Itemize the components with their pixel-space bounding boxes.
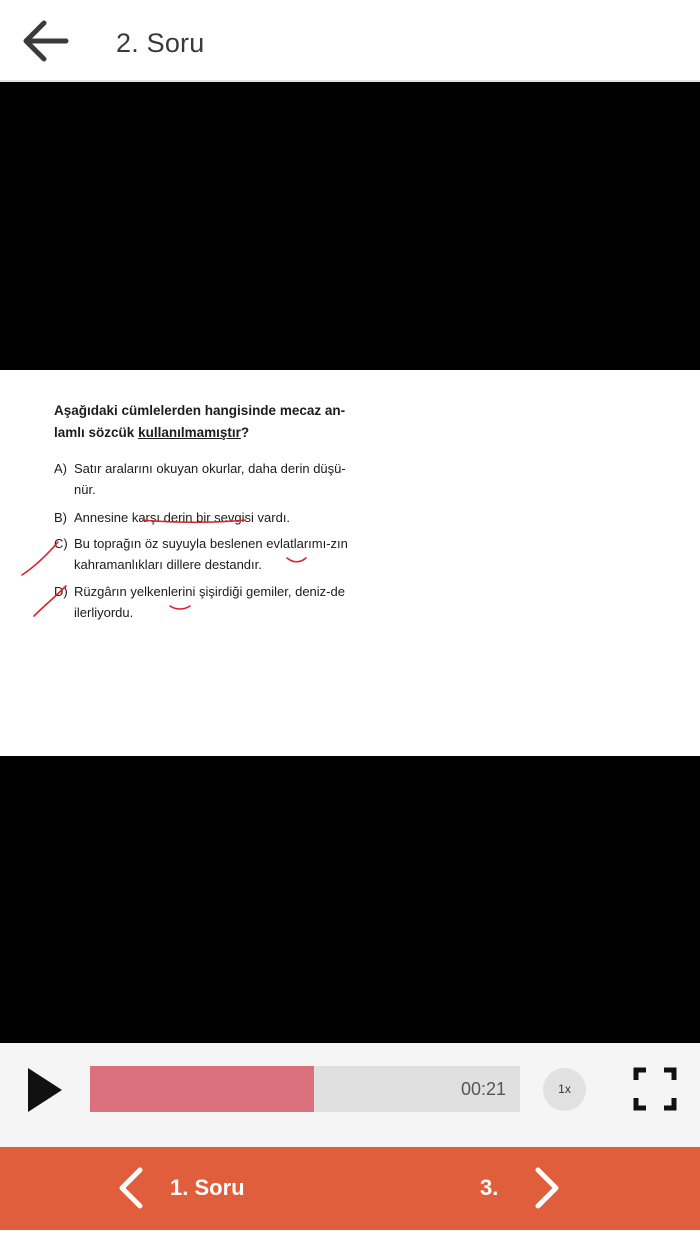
question-navigation-bar [0, 1147, 700, 1230]
option-letter: B) [54, 510, 67, 525]
option-text: Bu toprağın öz suyuyla beslenen evlatlarımı-zın kahramanlıkları dillere destandır. [74, 536, 348, 572]
time-label: 00:21 [460, 1079, 506, 1099]
option-text: Rüzgârın yelkenlerini şişirdiği gemiler, deniz-de ilerliyordu. [74, 584, 345, 620]
question-stem-text: Aşağıdaki cümlelerden hangisinde mecaz an-lamlı sözcük [54, 403, 346, 440]
video-player[interactable] [0, 82, 700, 1043]
fullscreen-button[interactable] [632, 1066, 678, 1112]
option-letter: D) [54, 584, 68, 599]
progress-fill [90, 1066, 314, 1112]
option-text: Annesine karşı derin bir sevgisi vardı. [74, 510, 291, 525]
option-b [54, 507, 359, 528]
chevron-right-icon [532, 1167, 562, 1209]
option-d [54, 581, 359, 623]
app-header [0, 0, 700, 82]
option-text: Satır aralarını okuyan okurlar, daha derin düşü-nür. [74, 461, 346, 497]
back-button[interactable] [18, 18, 72, 64]
progress-bar[interactable] [90, 1066, 520, 1112]
option-c [54, 533, 359, 575]
question-stem-keyword: kullanılmamıştır [138, 425, 241, 440]
option-letter: C) [54, 536, 68, 551]
next-question-label: 3. [480, 1175, 499, 1200]
play-button[interactable] [24, 1065, 66, 1115]
question-stem-end: ? [240, 425, 250, 440]
option-a [54, 458, 359, 500]
question-stem [54, 400, 364, 444]
option-a-check-mark [22, 542, 58, 575]
option-letter: A) [54, 461, 67, 476]
previous-question-button[interactable] [112, 1165, 272, 1211]
question-frame [0, 370, 700, 756]
page-title: 2. Soru [116, 28, 205, 58]
next-question-button[interactable] [470, 1165, 570, 1211]
arrow-left-icon [18, 18, 72, 64]
previous-question-label: 1. Soru [170, 1175, 245, 1200]
play-icon [24, 1065, 66, 1115]
player-controls [0, 1043, 700, 1147]
playback-speed-button[interactable]: 1x [543, 1068, 586, 1111]
fullscreen-icon [632, 1066, 678, 1112]
chevron-left-icon [116, 1167, 146, 1209]
